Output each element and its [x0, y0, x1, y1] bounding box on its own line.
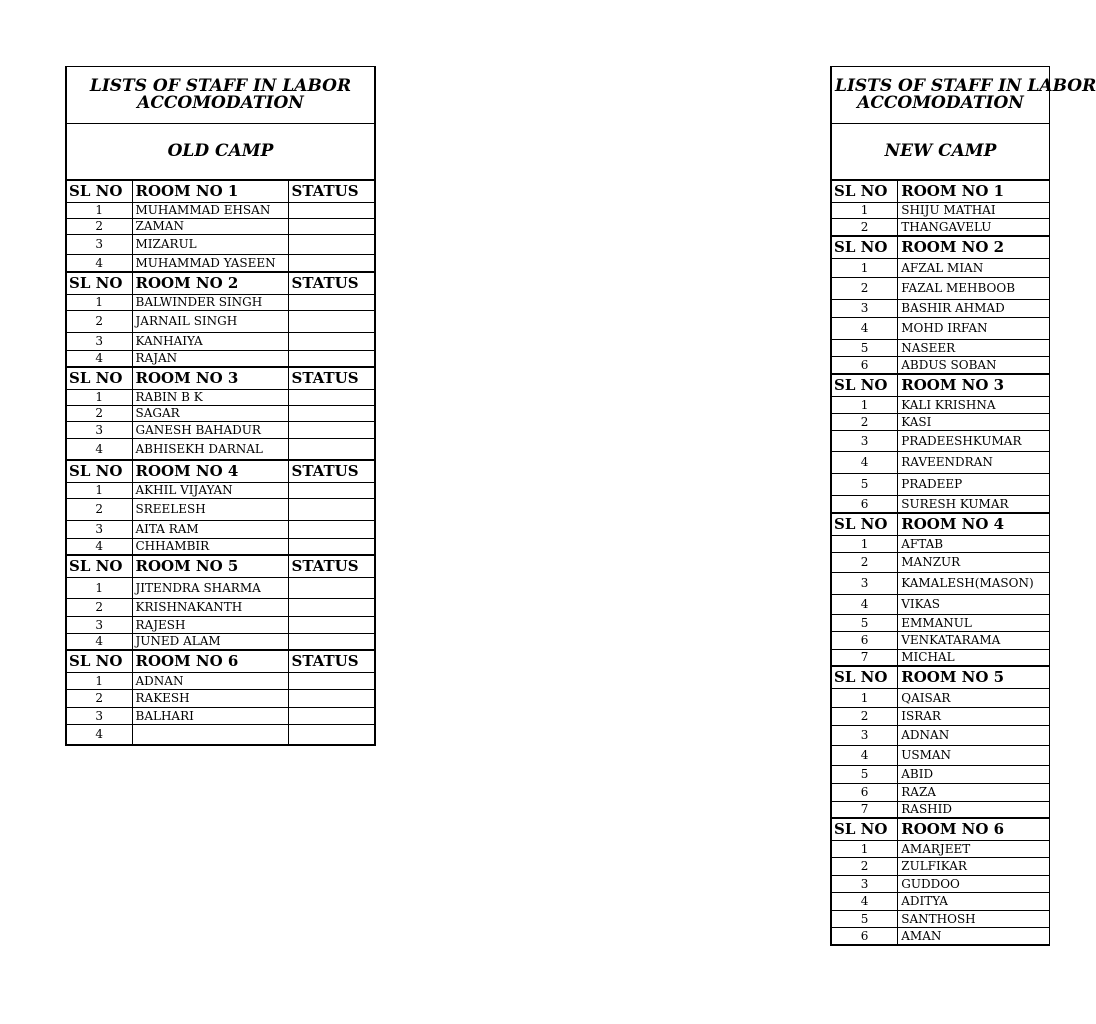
table-row [831, 614, 1050, 631]
table-row [66, 202, 375, 218]
sl-no-cell: 6 [831, 783, 898, 801]
staff-name-cell: RAVEENDRAN [898, 451, 1050, 473]
staff-name-cell: BALHARI [132, 707, 288, 724]
status-cell [288, 724, 375, 745]
staff-name-cell: PRADEESHKUMAR [898, 430, 1050, 451]
staff-name-cell: JUNED ALAM [132, 633, 288, 650]
room-label: ROOM NO 2 [132, 272, 288, 294]
sl-no-header: SL NO [831, 818, 898, 840]
table-row [66, 421, 375, 438]
staff-name-cell: MICHAL [898, 649, 1050, 666]
sl-no-cell: 4 [831, 745, 898, 765]
old-camp-title [66, 67, 375, 124]
table-row [831, 277, 1050, 299]
status-cell [288, 389, 375, 405]
sl-no-cell: 1 [831, 396, 898, 413]
sl-no-cell: 3 [66, 616, 132, 633]
room-header-row [831, 513, 1050, 535]
table-row [831, 927, 1050, 945]
staff-name-cell: THANGAVELU [898, 218, 1050, 236]
table-row [66, 310, 375, 332]
staff-name-cell: AKHIL VIJAYAN [132, 482, 288, 498]
table-row [66, 389, 375, 405]
sl-no-cell: 5 [831, 614, 898, 631]
table-row [831, 473, 1050, 495]
status-cell [288, 310, 375, 332]
sl-no-cell: 2 [831, 857, 898, 875]
staff-name-cell: PRADEEP [898, 473, 1050, 495]
sl-no-cell: 4 [66, 538, 132, 555]
room-header-row [831, 818, 1050, 840]
staff-name-cell: ZAMAN [132, 218, 288, 234]
sl-no-cell: 1 [66, 294, 132, 310]
table-row [831, 892, 1050, 910]
table-row [66, 724, 375, 745]
staff-name-cell: JITENDRA SHARMA [132, 577, 288, 598]
table-row [831, 495, 1050, 513]
staff-name-cell: ADNAN [898, 725, 1050, 745]
sl-no-cell: 1 [831, 258, 898, 277]
staff-name-cell: CHHAMBIR [132, 538, 288, 555]
staff-name-cell: KRISHNAKANTH [132, 598, 288, 616]
sl-no-cell: 2 [831, 277, 898, 299]
table-row [831, 631, 1050, 649]
old-camp-sheet [65, 66, 376, 746]
sl-no-cell: 4 [66, 633, 132, 650]
sl-no-cell: 4 [66, 438, 132, 460]
table-row [66, 294, 375, 310]
room-header-row [831, 236, 1050, 258]
table-row [831, 339, 1050, 356]
table-row [66, 707, 375, 724]
sl-no-cell: 1 [831, 840, 898, 857]
staff-name-cell: MUHAMMAD YASEEN [132, 254, 288, 272]
sl-no-header: SL NO [66, 367, 132, 389]
sl-no-cell: 3 [831, 430, 898, 451]
table-row [831, 396, 1050, 413]
room-header-row [831, 180, 1050, 202]
staff-name-cell: EMMANUL [898, 614, 1050, 631]
sl-no-cell: 2 [66, 689, 132, 707]
table-row [66, 672, 375, 689]
table-row [831, 552, 1050, 572]
room-label: ROOM NO 3 [898, 374, 1050, 396]
sl-no-cell: 7 [831, 801, 898, 818]
staff-name-cell: RAJAN [132, 350, 288, 367]
staff-name-cell: SURESH KUMAR [898, 495, 1050, 513]
room-header-row [66, 180, 375, 202]
status-header: STATUS [288, 180, 375, 202]
sl-no-cell: 2 [831, 552, 898, 572]
table-row [831, 356, 1050, 374]
table-row [831, 202, 1050, 218]
staff-name-cell: RAJESH [132, 616, 288, 633]
staff-name-cell: RABIN B K [132, 389, 288, 405]
staff-name-cell: BALWINDER SINGH [132, 294, 288, 310]
status-header: STATUS [288, 272, 375, 294]
status-header: STATUS [288, 555, 375, 577]
status-header: STATUS [288, 460, 375, 482]
room-label: ROOM NO 3 [132, 367, 288, 389]
status-cell [288, 218, 375, 234]
table-row [66, 598, 375, 616]
room-header-row [831, 374, 1050, 396]
staff-name-cell: BASHIR AHMAD [898, 299, 1050, 317]
table-row [831, 413, 1050, 430]
staff-name-cell: AMARJEET [898, 840, 1050, 857]
table-row [66, 482, 375, 498]
staff-name-cell: ABDUS SOBAN [898, 356, 1050, 374]
status-cell [288, 577, 375, 598]
staff-name-cell: SREELESH [132, 498, 288, 520]
new-camp-name: NEW CAMP [831, 124, 1050, 181]
sl-no-header: SL NO [831, 666, 898, 688]
sl-no-cell: 6 [831, 927, 898, 945]
sl-no-cell: 1 [831, 535, 898, 552]
sl-no-cell: 4 [831, 892, 898, 910]
old-camp-title-line2: ACCOMODATION [137, 93, 304, 113]
staff-name-cell: KALI KRISHNA [898, 396, 1050, 413]
room-header-row [831, 666, 1050, 688]
sl-no-cell: 4 [66, 724, 132, 745]
sl-no-cell: 4 [831, 594, 898, 614]
sl-no-cell: 1 [831, 202, 898, 218]
sl-no-cell: 2 [66, 218, 132, 234]
sl-no-cell: 1 [66, 577, 132, 598]
staff-name-cell: MANZUR [898, 552, 1050, 572]
sl-no-header: SL NO [831, 374, 898, 396]
new-camp-title-line2: ACCOMODATION [857, 93, 1024, 113]
staff-name-cell: RAZA [898, 783, 1050, 801]
new-camp-title-line1: LISTS OF STAFF IN LABOR [835, 76, 1096, 96]
table-row [66, 538, 375, 555]
table-row [831, 535, 1050, 552]
room-header-row [66, 555, 375, 577]
staff-name-cell: KANHAIYA [132, 332, 288, 350]
table-row [831, 218, 1050, 236]
table-row [66, 633, 375, 650]
staff-name-cell: MOHD IRFAN [898, 317, 1050, 339]
sl-no-cell: 1 [66, 202, 132, 218]
room-label: ROOM NO 5 [898, 666, 1050, 688]
table-row [66, 689, 375, 707]
table-row [831, 430, 1050, 451]
sl-no-cell: 1 [66, 672, 132, 689]
sl-no-cell: 5 [831, 473, 898, 495]
table-row [831, 317, 1050, 339]
table-row [66, 438, 375, 460]
room-label: ROOM NO 4 [898, 513, 1050, 535]
table-row [66, 350, 375, 367]
table-row [66, 405, 375, 421]
new-camp-title [831, 67, 1096, 124]
staff-name-cell: SHIJU MATHAI [898, 202, 1050, 218]
table-row [66, 234, 375, 254]
table-row [66, 498, 375, 520]
sl-no-cell: 2 [66, 498, 132, 520]
status-cell [288, 438, 375, 460]
sl-no-cell: 3 [831, 875, 898, 892]
table-row [831, 765, 1050, 783]
staff-name-cell: GANESH BAHADUR [132, 421, 288, 438]
staff-name-cell: VIKAS [898, 594, 1050, 614]
status-cell [288, 707, 375, 724]
sl-no-cell: 3 [831, 299, 898, 317]
room-label: ROOM NO 5 [132, 555, 288, 577]
staff-name-cell: MIZARUL [132, 234, 288, 254]
staff-name-cell: SANTHOSH [898, 910, 1050, 927]
sl-no-header: SL NO [66, 650, 132, 672]
staff-name-cell: KAMALESH(MASON) [898, 572, 1050, 594]
staff-name-cell: ABID [898, 765, 1050, 783]
sl-no-cell: 4 [66, 254, 132, 272]
room-label: ROOM NO 4 [132, 460, 288, 482]
staff-name-cell: NASEER [898, 339, 1050, 356]
sl-no-header: SL NO [66, 180, 132, 202]
staff-name-cell: SAGAR [132, 405, 288, 421]
table-row [831, 745, 1050, 765]
staff-name-cell: AITA RAM [132, 520, 288, 538]
sl-no-cell: 4 [831, 451, 898, 473]
staff-name-cell: ZULFIKAR [898, 857, 1050, 875]
table-row [831, 910, 1050, 927]
table-row [66, 616, 375, 633]
table-row [66, 577, 375, 598]
sl-no-header: SL NO [66, 460, 132, 482]
staff-name-cell: ADITYA [898, 892, 1050, 910]
staff-name-cell: GUDDOO [898, 875, 1050, 892]
status-header: STATUS [288, 367, 375, 389]
sl-no-cell: 5 [831, 339, 898, 356]
staff-name-cell: KASI [898, 413, 1050, 430]
status-cell [288, 405, 375, 421]
room-label: ROOM NO 6 [132, 650, 288, 672]
staff-name-cell: VENKATARAMA [898, 631, 1050, 649]
room-header-row [66, 367, 375, 389]
table-row [831, 857, 1050, 875]
staff-name-cell: RASHID [898, 801, 1050, 818]
status-cell [288, 520, 375, 538]
room-label: ROOM NO 2 [898, 236, 1050, 258]
sl-no-cell: 2 [831, 218, 898, 236]
sl-no-cell: 7 [831, 649, 898, 666]
sl-no-cell: 6 [831, 356, 898, 374]
status-cell [288, 234, 375, 254]
room-label: ROOM NO 6 [898, 818, 1050, 840]
status-cell [288, 350, 375, 367]
table-row [831, 725, 1050, 745]
table-row [66, 332, 375, 350]
room-header-row [66, 650, 375, 672]
staff-name-cell [132, 724, 288, 745]
staff-name-cell: AFTAB [898, 535, 1050, 552]
staff-name-cell: MUHAMMAD EHSAN [132, 202, 288, 218]
staff-name-cell: ISRAR [898, 707, 1050, 725]
sl-no-cell: 5 [831, 910, 898, 927]
sl-no-cell: 2 [831, 413, 898, 430]
status-cell [288, 202, 375, 218]
staff-name-cell: AFZAL MIAN [898, 258, 1050, 277]
sl-no-cell: 3 [831, 725, 898, 745]
table-row [831, 840, 1050, 857]
table-row [831, 649, 1050, 666]
table-row [66, 520, 375, 538]
sl-no-cell: 5 [831, 765, 898, 783]
sl-no-cell: 3 [66, 234, 132, 254]
sl-no-cell: 4 [831, 317, 898, 339]
status-cell [288, 294, 375, 310]
status-cell [288, 598, 375, 616]
sl-no-cell: 1 [831, 688, 898, 707]
status-cell [288, 672, 375, 689]
table-row [66, 254, 375, 272]
sl-no-header: SL NO [66, 555, 132, 577]
sl-no-header: SL NO [831, 180, 898, 202]
room-label: ROOM NO 1 [898, 180, 1050, 202]
status-cell [288, 332, 375, 350]
room-label: ROOM NO 1 [132, 180, 288, 202]
new-camp-sheet-viewport [415, 60, 1096, 980]
status-cell [288, 421, 375, 438]
sl-no-header: SL NO [831, 236, 898, 258]
table-row [831, 299, 1050, 317]
sl-no-cell: 6 [831, 495, 898, 513]
sl-no-cell: 3 [66, 520, 132, 538]
sl-no-cell: 3 [66, 332, 132, 350]
sl-no-cell: 3 [66, 707, 132, 724]
table-row [831, 594, 1050, 614]
staff-name-cell: ADNAN [132, 672, 288, 689]
table-row [831, 801, 1050, 818]
staff-name-cell: JARNAIL SINGH [132, 310, 288, 332]
sl-no-cell: 2 [66, 310, 132, 332]
staff-name-cell: QAISAR [898, 688, 1050, 707]
sl-no-header: SL NO [66, 272, 132, 294]
room-header-row [66, 272, 375, 294]
sl-no-cell: 3 [831, 572, 898, 594]
old-camp-title-line1: LISTS OF STAFF IN LABOR [89, 76, 352, 96]
sl-no-cell: 2 [831, 707, 898, 725]
table-row [831, 875, 1050, 892]
sl-no-cell: 2 [66, 598, 132, 616]
status-cell [288, 498, 375, 520]
staff-name-cell: AMAN [898, 927, 1050, 945]
status-cell [288, 254, 375, 272]
table-row [831, 572, 1050, 594]
status-cell [288, 482, 375, 498]
status-cell [288, 616, 375, 633]
room-header-row [66, 460, 375, 482]
sl-no-cell: 4 [66, 350, 132, 367]
staff-name-cell: RAKESH [132, 689, 288, 707]
old-camp-name: OLD CAMP [66, 124, 375, 181]
status-cell [288, 538, 375, 555]
sl-no-cell: 1 [66, 482, 132, 498]
status-cell [288, 689, 375, 707]
sl-no-cell: 1 [66, 389, 132, 405]
new-camp-sheet [830, 66, 1096, 946]
table-row [831, 707, 1050, 725]
staff-name-cell: USMAN [898, 745, 1050, 765]
staff-name-cell: FAZAL MEHBOOB [898, 277, 1050, 299]
status-cell [288, 633, 375, 650]
sl-no-header: SL NO [831, 513, 898, 535]
staff-name-cell: ABHISEKH DARNAL [132, 438, 288, 460]
table-row [831, 258, 1050, 277]
table-row [831, 688, 1050, 707]
table-row [831, 451, 1050, 473]
sl-no-cell: 3 [66, 421, 132, 438]
sl-no-cell: 6 [831, 631, 898, 649]
table-row [66, 218, 375, 234]
sl-no-cell: 2 [66, 405, 132, 421]
status-header: STATUS [288, 650, 375, 672]
table-row [831, 783, 1050, 801]
